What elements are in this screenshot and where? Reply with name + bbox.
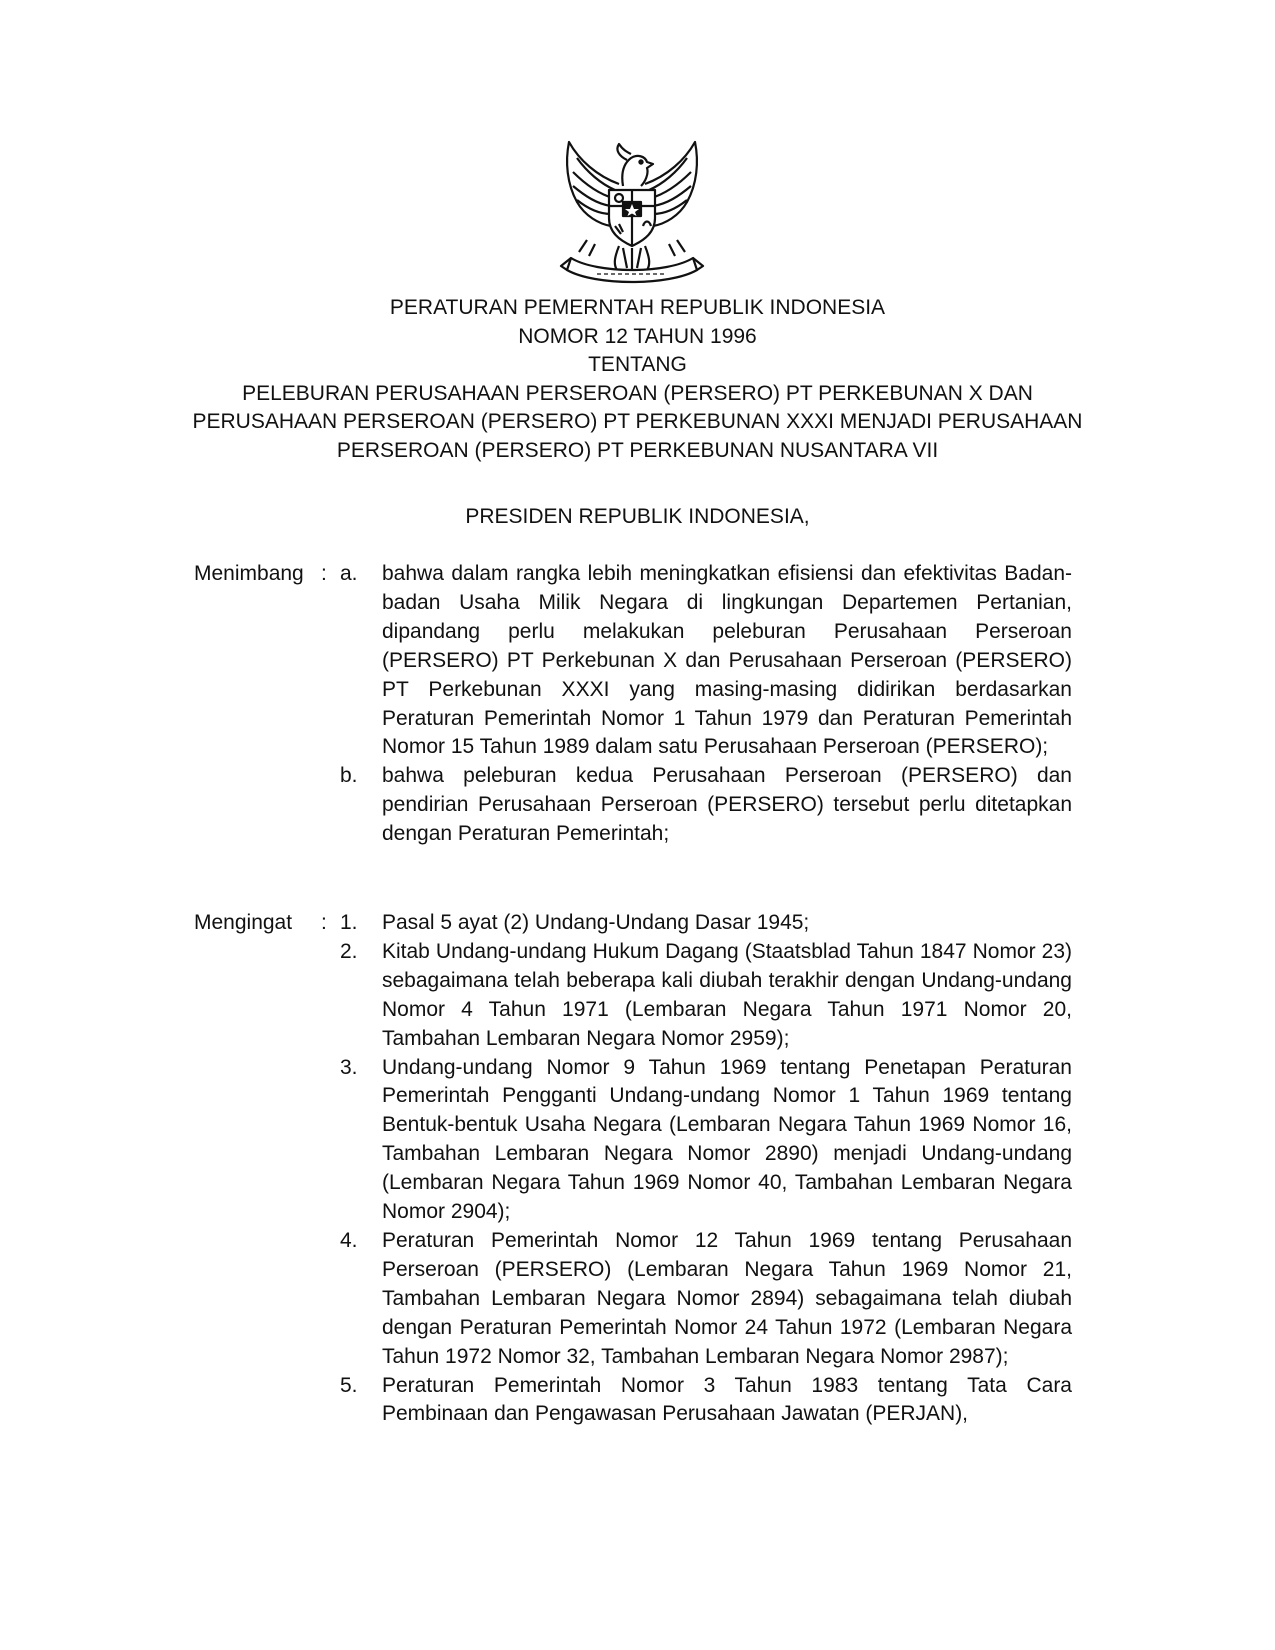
item-text: Kitab Undang-undang Hukum Dagang (Staatsblad Tahun 1847 Nomor 23) sebagaimana telah beberapa kali diubah terakhir dengan Undang-undang Nomor 4 Tahun 1971 (Lembaran Negara Tahun 1971 Nomor 20, Tambahan Lembaran Negara Nomor 2959); — [382, 939, 1072, 1050]
mengingat-item-4 — [340, 1227, 1072, 1372]
mengingat-item-2 — [340, 938, 1072, 1054]
menimbang-item-a — [340, 560, 1072, 762]
item-text: bahwa peleburan kedua Perusahaan Perseroan (PERSERO) dan pendirian Perusahaan Perseroan (PERSERO) tersebut perlu ditetapkan dengan Peraturan Pemerintah; — [382, 764, 1072, 846]
title-subject-line-2: PERUSAHAAN PERSEROAN (PERSERO) PT PERKEBUNAN XXXI MENJADI PERUSAHAAN — [192, 410, 1083, 433]
item-text: Peraturan Pemerintah Nomor 3 Tahun 1983 tentang Tata Cara Pembinaan dan Pengawasan Perusahaan Jawatan (PERJAN), — [382, 1373, 1072, 1426]
mengingat-label: Mengingat — [194, 911, 293, 934]
menimbang-list — [340, 560, 1072, 849]
item-marker: 1. — [340, 911, 358, 934]
document-title-block — [150, 294, 1125, 465]
president-heading: PRESIDEN REPUBLIK INDONESIA, — [465, 505, 810, 528]
item-text: Peraturan Pemerintah Nomor 12 Tahun 1969 tentang Perusahaan Perseroan (PERSERO) (Lembaran Negara Tahun 1969 Nomor 21, Tambahan Lembaran Negara Nomor 2894) sebagaimana telah diubah dengan Peraturan Pemerintah Nomor 24 Tahun 1972 (Lembaran Negara Tahun 1972 Nomor 32, Tambahan Lembaran Negara Nomor 2987); — [382, 1228, 1072, 1368]
menimbang-colon: : — [321, 562, 327, 585]
item-marker: 5. — [340, 1373, 358, 1397]
item-marker: 4. — [340, 1228, 358, 1252]
menimbang-label: Menimbang — [194, 562, 304, 585]
mengingat-list — [340, 909, 1072, 1429]
title-subject-line-3: PERSEROAN (PERSERO) PT PERKEBUNAN NUSANTARA VII — [336, 438, 939, 462]
title-subject-line-1: PELEBURAN PERUSAHAAN PERSEROAN (PERSERO) PT PERKEBUNAN X DAN — [242, 381, 1033, 405]
title-number: NOMOR 12 TAHUN 1996 — [518, 324, 757, 348]
item-marker: 2. — [340, 939, 358, 963]
title-regulation: PERATURAN PEMERNTAH REPUBLIK INDONESIA — [389, 296, 886, 319]
item-marker: a. — [340, 562, 358, 585]
item-marker: 3. — [340, 1055, 358, 1079]
title-tentang: TENTANG — [588, 353, 687, 376]
mengingat-colon: : — [321, 911, 327, 934]
garuda-emblem-icon — [557, 140, 707, 288]
menimbang-item-b — [340, 762, 1072, 849]
mengingat-item-1 — [340, 909, 1072, 938]
item-marker: b. — [340, 764, 358, 788]
item-text: bahwa dalam rangka lebih meningkatkan efisiensi dan efektivitas Badan-badan Usaha Milik Negara di lingkungan Departemen Pertanian, dipandang perlu melakukan peleburan Perusahaan Perseroan (PERSERO) PT Perkebunan X dan Perusahaan Perseroan (PERSERO) PT Perkebunan XXXI yang masing-masing didirikan berdasarkan Peraturan Pemerintah Nomor 1 Tahun 1979 dan Peraturan Pemerintah Nomor 15 Tahun 1989 dalam satu Perusahaan Perseroan (PERSERO); — [382, 562, 1072, 759]
mengingat-item-5 — [340, 1372, 1072, 1430]
mengingat-item-3 — [340, 1054, 1072, 1227]
item-text: Undang-undang Nomor 9 Tahun 1969 tentang Penetapan Peraturan Pemerintah Pengganti Undang-undang Nomor 1 Tahun 1969 tentang Bentuk-bentuk Usaha Negara (Lembaran Negara Tahun 1969 Nomor 16, Tambahan Lembaran Negara Nomor 2890) menjadi Undang-undang (Lembaran Negara Tahun 1969 Nomor 40, Tambahan Lembaran Negara Nomor 2904); — [382, 1055, 1072, 1224]
item-text: Pasal 5 ayat (2) Undang-Undang Dasar 1945; — [382, 911, 810, 934]
